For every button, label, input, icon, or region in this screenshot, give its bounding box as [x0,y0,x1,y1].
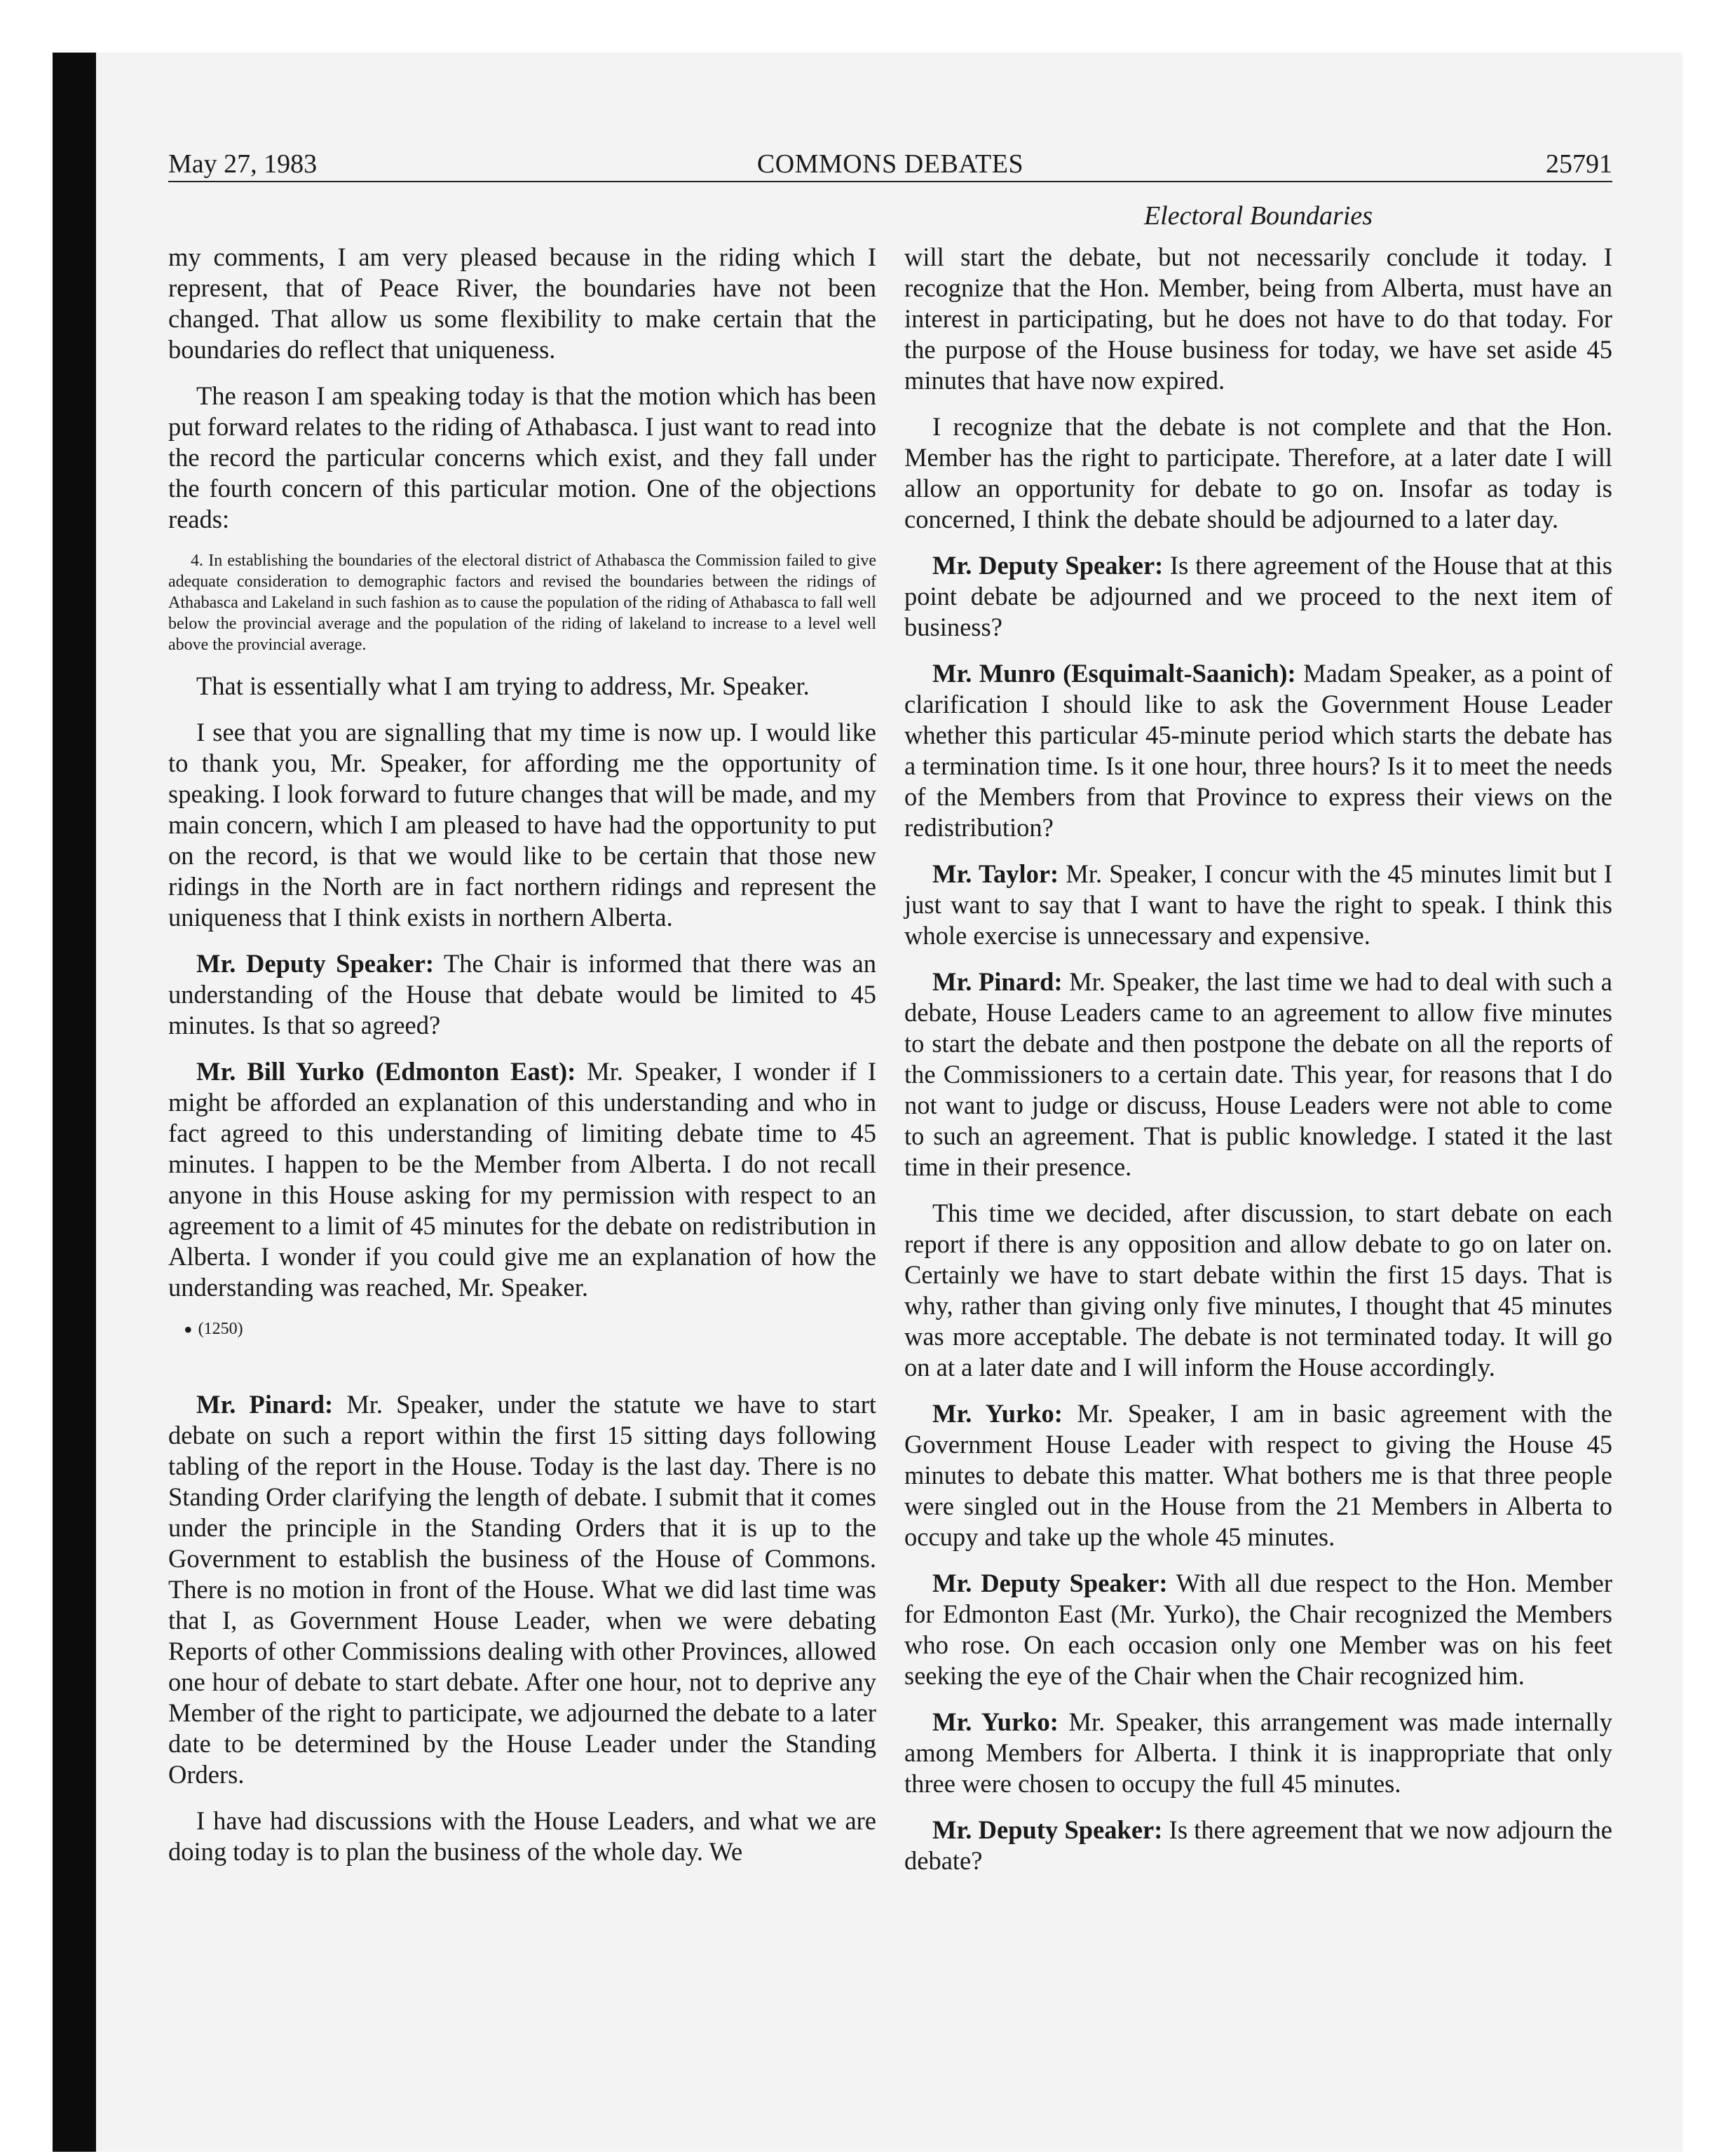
speech [168,948,876,1041]
speaker-name: Mr. Deputy Speaker: [932,551,1164,580]
speech-text: The Chair is informed that there was an understanding of the House that debate would be limited to 45 minutes. Is that so agreed? [168,949,876,1039]
header-rule [168,181,1612,182]
speech-text: Is there agreement of the House that at this point debate be adjourned and we proceed to the next item of business? [904,551,1612,641]
header-title: COMMONS DEBATES [756,149,1024,179]
paragraph: I see that you are signalling that my time is now up. I would like to thank you, Mr. Speaker, for affording me the opportunity of speaking. I look forward to future changes that will be made, and my main concern, which I am pleased to have had the opportunity to put on the record, is that we would like to be certain that those new ridings in the North are in fact northern ridings and represent the uniqueness that I think exists in northern Alberta. [168,718,876,932]
speaker-name: Mr. Deputy Speaker: [932,1815,1163,1844]
speech-text: Mr. Speaker, I concur with the 45 minutes limit but I just want to say that I want to have the right to speak. I think this whole exercise is unnecessary and expensive. [904,859,1612,950]
section-title: Electoral Boundaries [1143,201,1373,231]
speech [904,1707,1612,1799]
speaker-name: Mr. Deputy Speaker: [196,949,435,978]
speaker-name: Mr. Deputy Speaker: [932,1569,1168,1597]
speaker-name: Mr. Yurko: [932,1399,1063,1428]
right-column [904,242,1612,1892]
scan-edge-bar [53,53,96,2152]
speaker-name: Mr. Bill Yurko (Edmonton East): [196,1057,576,1086]
time-marker-text: (1250) [198,1320,243,1338]
paragraph: This time we decided, after discussion, to start debate on each report if there is any opposition and allow debate to go on later on. Certainly we have to start debate within the first 15 days. That is why, rather than giving only five minutes, I thought that 45 minutes was more acceptable. The debate is not terminated today. It will go on at a later date and I will inform the House accordingly. [904,1199,1612,1381]
speech-text: Is there agreement that we now adjourn the debate? [904,1815,1612,1875]
time-marker [184,1316,876,1344]
speaker-name: Mr. Munro (Esquimalt-Saanich): [932,659,1296,688]
speech-text: Mr. Speaker, under the statute we have to start debate on such a report within the first 15 sitting days following tabling of the report in the House. Today is the last day. There is no Standing Order clarifying the length of debate. I submit that it comes under the principle in the Standing Orders that it is up to the Government to establish the business of the House of Commons. There is no motion in front of the House. What we did last time was that I, as Government House Leader, when we were debating Reports of other Commissions dealing with other Provinces, allowed one hour of debate to start debate. After one hour, not to deprive any Member of the right to participate, we adjourned the debate to a later date to be determined by the House Leader under the Standing Orders. [168,1390,876,1789]
speech [904,1815,1612,1876]
speech-text: Madam Speaker, as a point of clarification I should like to ask the Government House Leader whether this particular 45-minute period which starts the debate has a termination time. Is it one hour, three hours? Is it to meet the needs of the Members from that Province to express their views on the redistribution? [904,659,1612,842]
speech-text: Mr. Speaker, I wonder if I might be afforded an explanation of this understanding and who in fact agreed to this understanding of limiting debate time to 45 minutes. I happen to be the Member from Alberta. I do not recall anyone in this House asking for my permission with respect to an agreement to a limit of 45 minutes for the debate on redistribution in Alberta. I wonder if you could give me an explanation of how the understanding was reached, Mr. Speaker. [168,1057,876,1302]
speaker-name: Mr. Taylor: [932,859,1059,888]
paragraph: The reason I am speaking today is that the motion which has been put forward relates to the riding of Athabasca. I just want to read into the record the particular concerns which exist, and they fall under the fourth concern of this particular motion. One of the objections reads: [168,381,876,533]
speech-text: Mr. Speaker, the last time we had to deal with such a debate, House Leaders came to an agreement to allow five minutes to start the debate and then postpone the debate on all the reports of the Commissioners to a certain date. This year, for reasons that I do not want to judge or discuss, House Leaders were not able to come to such an agreement. That is public knowledge. I stated it the last time in their presence. [904,967,1612,1181]
speech [904,1398,1612,1553]
paragraph: I recognize that the debate is not complete and that the Hon. Member has the right to participate. Therefore, at a later date I will allow an opportunity for debate to go on. Insofar as today is concerned, I think the debate should be adjourned to a later day. [904,412,1612,533]
speech-text: With all due respect to the Hon. Member for Edmonton East (Mr. Yurko), the Chair recognized the Members who rose. On each occasion only one Member was on his feet seeking the eye of the Chair when the Chair recognized him. [904,1569,1612,1690]
speech [904,859,1612,951]
speech [168,1056,876,1303]
speaker-name: Mr. Pinard: [196,1390,334,1419]
speech [904,1568,1612,1691]
paragraph: That is essentially what I am trying to address, Mr. Speaker. [196,671,810,700]
speaker-name: Mr. Yurko: [932,1707,1059,1736]
paragraph: my comments, I am very pleased because in the riding which I represent, that of Peace River, the boundaries have not been changed. That allow us some flexibility to make certain that the boundaries do reflect that uniqueness. [168,243,876,364]
page-header [168,146,1612,182]
speech [904,550,1612,643]
header-date: May 27, 1983 [168,149,318,179]
bullet-icon: • [184,1316,193,1344]
speech [904,967,1612,1182]
left-column [168,242,876,1883]
speech [168,1389,876,1790]
paragraph: will start the debate, but not necessarily conclude it today. I recognize that the Hon. Member, being from Alberta, must have an interest in participating, but he does not have to do that today. For the purpose of the House business for today, we have set aside 45 minutes that have now expired. [904,243,1612,395]
speech-text: Mr. Speaker, this arrangement was made internally among Members for Alberta. I think it is inappropriate that only three were chosen to occupy the full 45 minutes. [904,1707,1612,1798]
quoted-objection: 4. In establishing the boundaries of the electoral district of Athabasca the Commission failed to give adequate consideration to demographic factors and revised the boundaries between the ridings of Athabasca and Lakeland in such fashion as to cause the population of the riding of Athabasca to fall well below the provincial average and the population of the riding of lakeland to increase to a level well above the provincial average. [168,552,876,654]
paragraph: I have had discussions with the House Leaders, and what we are doing today is to plan the business of the whole day. We [168,1806,876,1867]
speech [904,658,1612,843]
speaker-name: Mr. Pinard: [932,967,1063,996]
page-number: 25791 [1546,149,1612,179]
speech-text: Mr. Speaker, I am in basic agreement with the Government House Leader with respect to giving the House 45 minutes to debate this matter. What bothers me is that three people were singled out in the House from the 21 Members in Alberta to occupy and take up the whole 45 minutes. [904,1399,1612,1551]
